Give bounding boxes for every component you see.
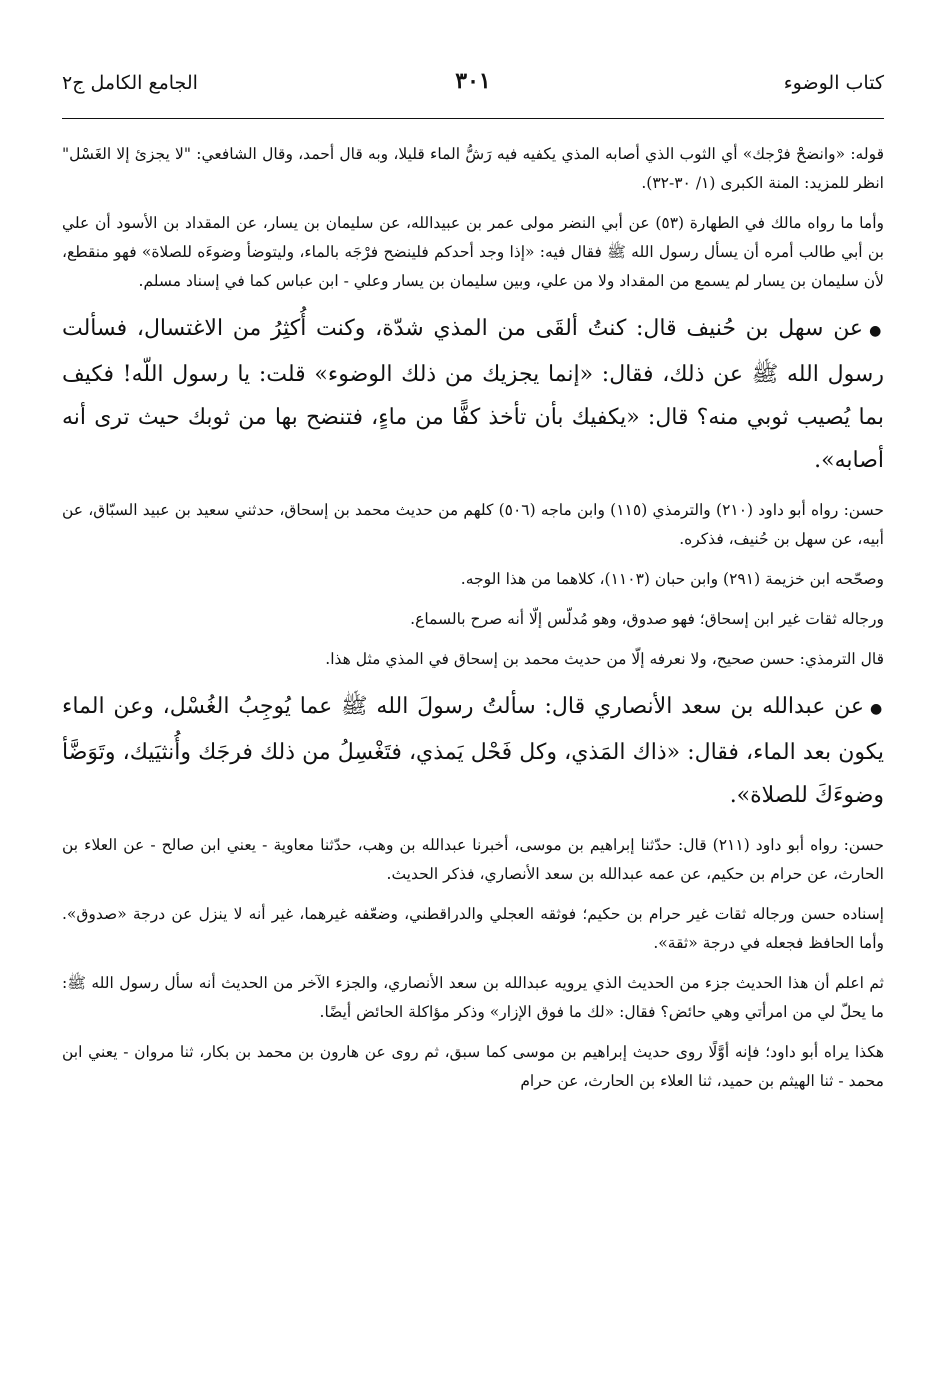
- book-title: الجامع الكامل ج٢: [62, 72, 198, 94]
- commentary-paragraph: ثم اعلم أن هذا الحديث جزء من الحديث الذي يرويه عبدالله بن سعد الأنصاري، والجزء الآخر من الحديث أنه سأل رسول الله ﷺ: ما يحلّ لي من امرأتي وهي حائض؟ فقال: «لك ما فوق الإزار» وذكر مؤاكلة الحائض أيضًا.: [62, 974, 884, 1021]
- takhrij-paragraph: حسن: رواه أبو داود (٢١٠) والترمذي (١١٥) وابن ماجه (٥٠٦) كلهم من حديث محمد بن إسحاق، حدثني سعيد بن عبيد السبّاق، عن أبيه، عن سهل بن حُنيف، فذكره.: [62, 501, 885, 548]
- running-header: [62, 64, 884, 114]
- header-rule: [62, 118, 884, 119]
- page-body: [62, 140, 884, 1107]
- chapter-title: كتاب الوضوء: [783, 72, 884, 94]
- commentary-paragraph: هكذا يراه أبو داود؛ فإنه أوَّلًا روى حديث إبراهيم بن موسى كما سبق، ثم روى عن هارون بن محمد بن بكار، ثنا مروان - يعني ابن محمد - ثنا الهيثم بن حميد، ثنا العلاء بن الحارث، عن حرام: [62, 1043, 884, 1090]
- commentary-paragraph: قوله: «وانضحْ فرْجك» أي الثوب الذي أصابه المذي يكفيه فيه رَشُّ الماء قليلا، وبه قال أحمد، وقال الشافعي: "لا يجزئ إلا الغَسْل" انظر للمزيد: المنة الكبرى (١/ ٣٠-٣٢).: [62, 145, 884, 192]
- takhrij-paragraph: إسناده حسن ورجاله ثقات غير حرام بن حكيم؛ فوثقه العجلي والدراقطني، وضعّفه غيرهما، غير أنه لا ينزل عن درجة «صدوق». وأما الحافظ فجعله في درجة «ثقة».: [62, 905, 884, 952]
- takhrij-paragraph: ورجاله ثقات غير ابن إسحاق؛ فهو صدوق، وهو مُدلّس إلّا أنه صرح بالسماع.: [410, 610, 884, 628]
- hadith-text: [62, 685, 884, 817]
- page: [62, 64, 885, 1090]
- hadith-body: عن سهل بن حُنيف قال: كنتُ ألقَى من المذي شدّة، وكنت أُكثِرُ من الاغتسال، فسألت رسول الله ﷺ عن ذلك، فقال: «إنما يجزيك من ذلك الوضوء» قلت: يا رسول اللّه! فكيف بما يُصيب ثوبي منه؟ قال: «يكفيك بأن تأخذ كفًّا من ماءٍ، فتنضح بها من ثوبك حيث ترى أنه أصابه».: [62, 316, 884, 473]
- hadith-text: [62, 307, 884, 482]
- page-number: ٣٠١: [455, 68, 491, 94]
- takhrij-paragraph: وصحّحه ابن خزيمة (٢٩١) وابن حبان (١١٠٣)، كلاهما من هذا الوجه.: [460, 570, 884, 588]
- bullet-icon: ●: [869, 701, 884, 717]
- takhrij-paragraph: قال الترمذي: حسن صحيح، ولا نعرفه إلّا من حديث محمد بن إسحاق في المذي مثل هذا.: [325, 650, 884, 668]
- commentary-paragraph: وأما ما رواه مالك في الطهارة (٥٣) عن أبي النضر مولى عمر بن عبيدالله، عن سليمان بن يسار، عن المقداد بن الأسود أن علي بن أبي طالب أمره أن يسأل رسول الله ﷺ فقال فيه: «إذا وجد أحدكم فلينضح فرْجَه بالماء، وليتوضأ وضوءَه للصلاة» فهو منقطع، لأن سليمان بن يسار لم يسمع من المقداد ولا من علي، وبين سليمان بن يسار وعلي - ابن عباس كما في إسناد مسلم.: [62, 214, 884, 290]
- bullet-icon: ●: [869, 323, 884, 339]
- takhrij-paragraph: حسن: رواه أبو داود (٢١١) قال: حدّثنا إبراهيم بن موسى، أخبرنا عبدالله بن وهب، حدّثنا معاوية - يعني ابن صالح - عن العلاء بن الحارث، عن حرام بن حكيم، عن عمه عبدالله بن سعد الأنصاري، فذكر الحديث.: [62, 836, 884, 883]
- hadith-body: عن عبدالله بن سعد الأنصاري قال: سألتُ رسولَ الله ﷺ عما يُوجِبُ الغُسْل، وعن الماء يكون بعد الماء، فقال: «ذاك المَذي، وكل فَحْل يَمذي، فتَغْسِلُ من ذلك فرجَك وأُنثيَيك، وتَوَضَّأ وضوءَكَ للصلاة».: [62, 694, 884, 808]
